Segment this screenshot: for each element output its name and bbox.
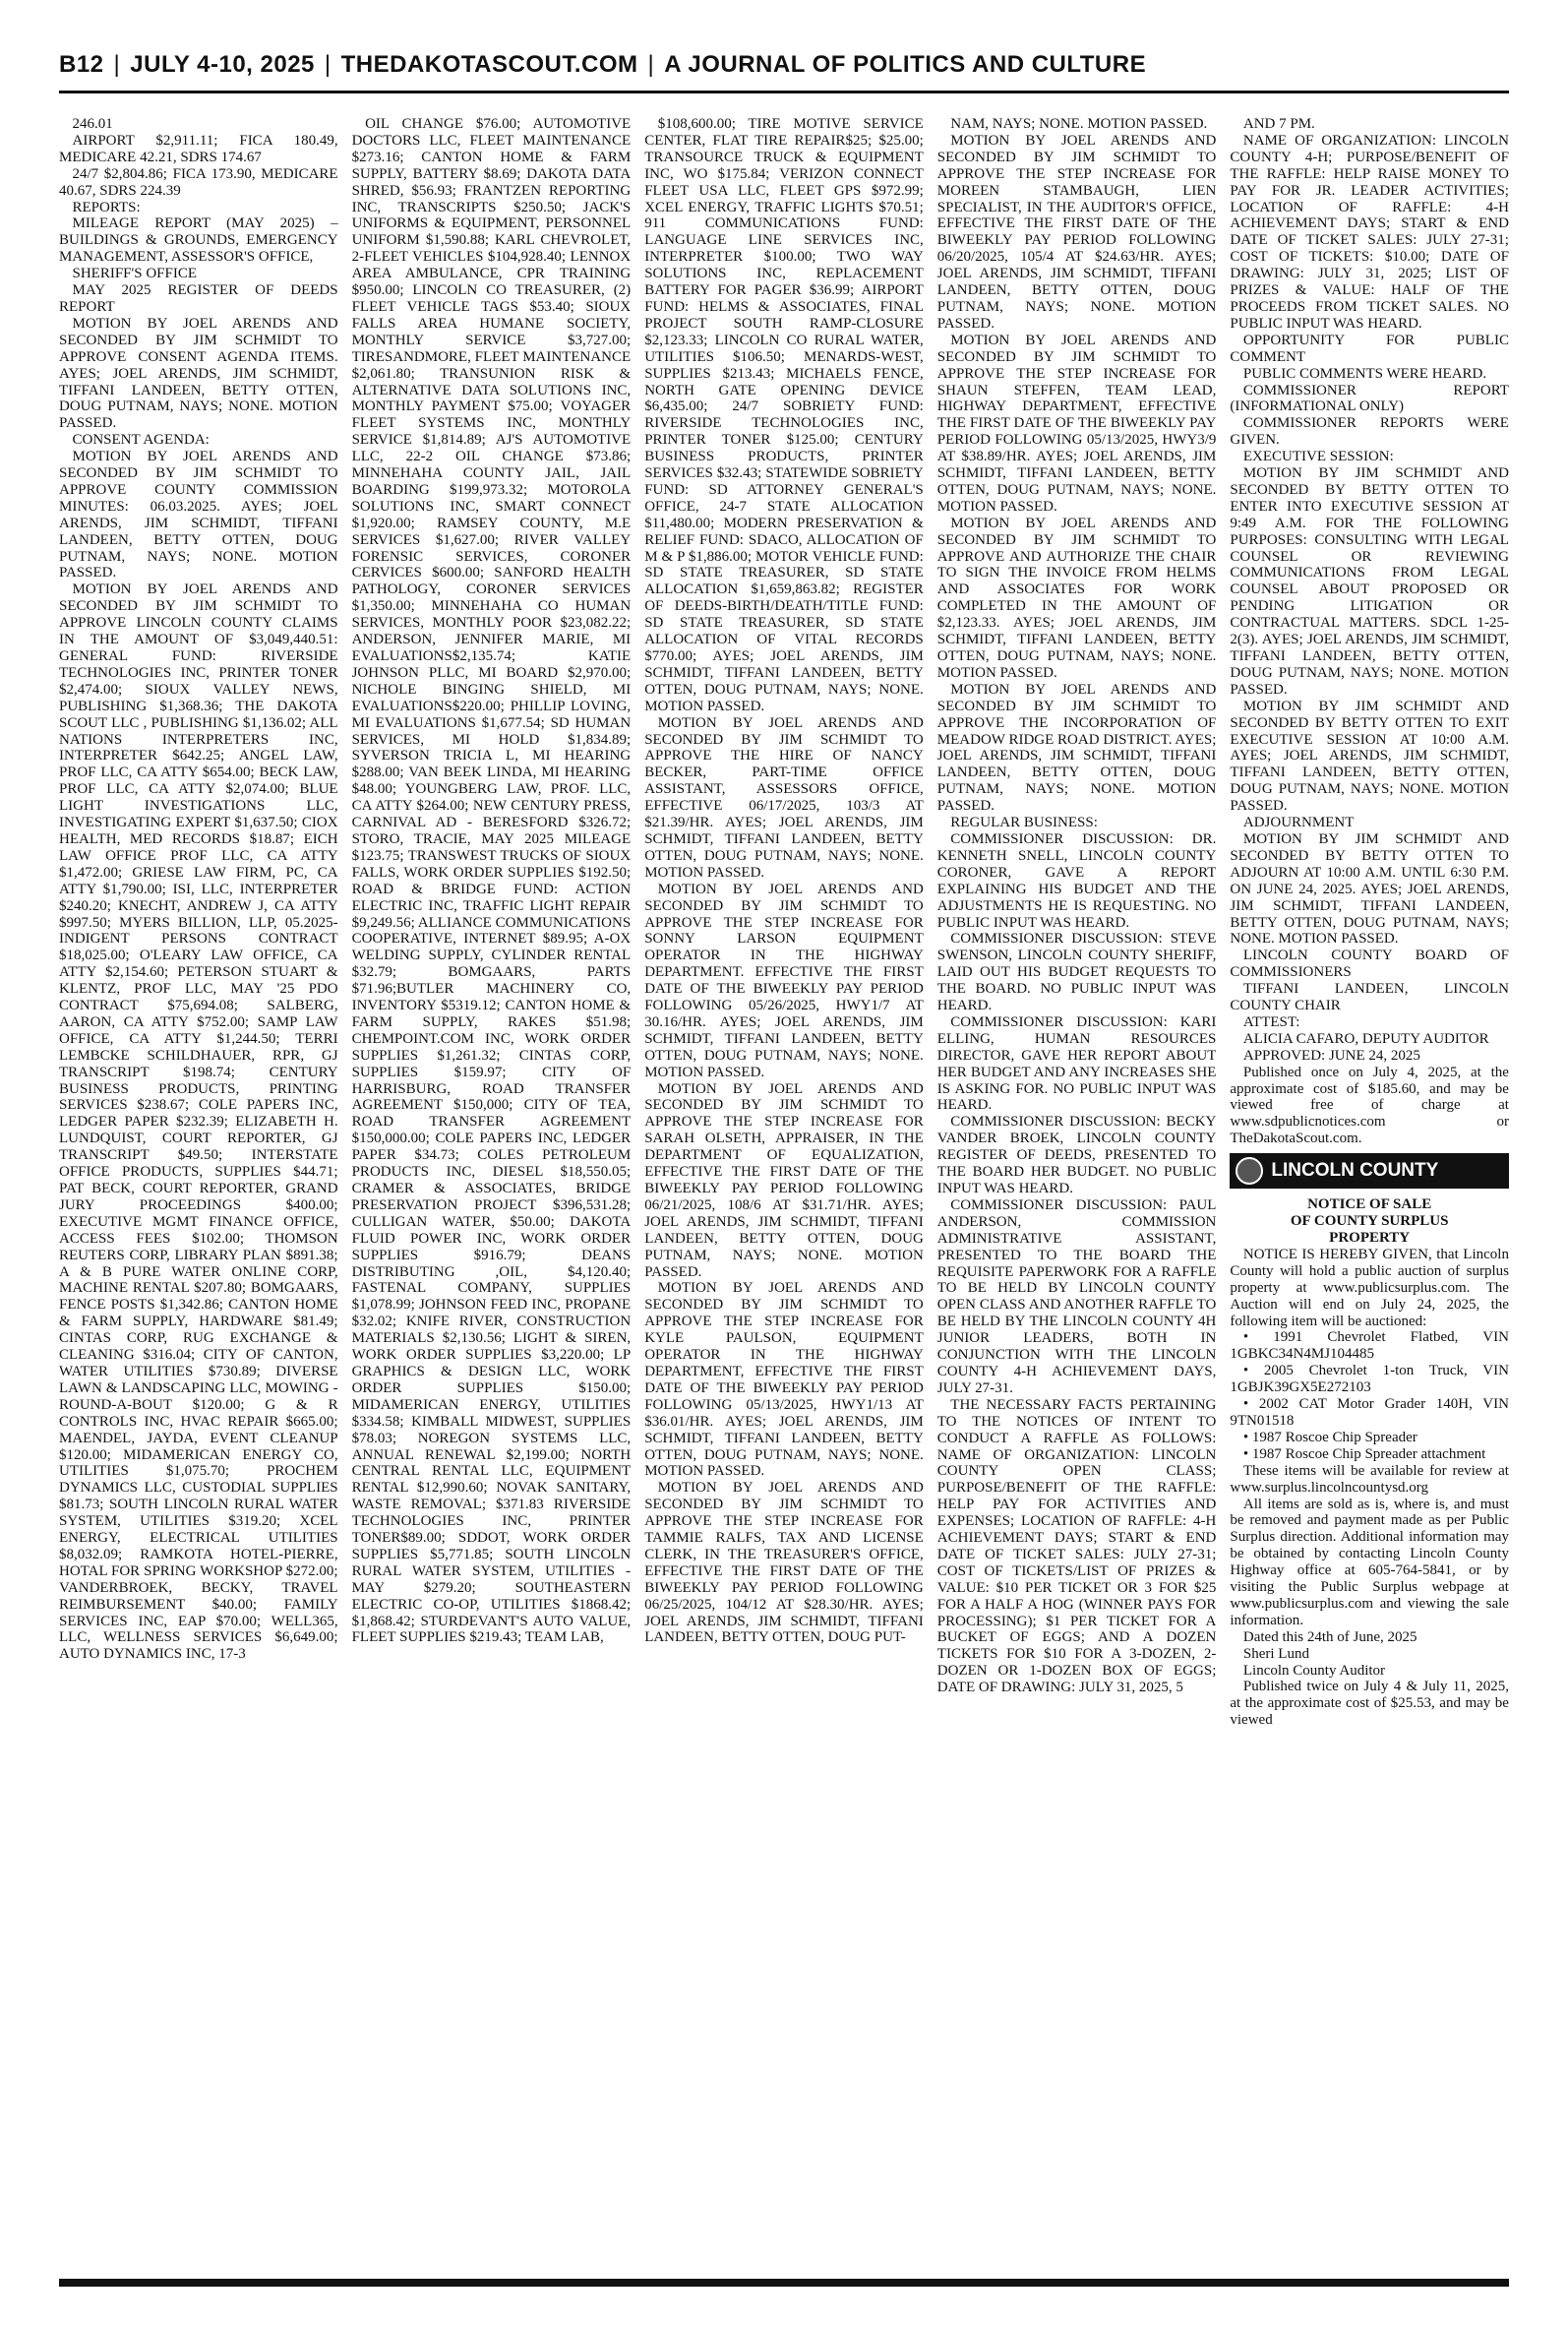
notice-paragraph: COMMISSIONER REPORTS WERE GIVEN. bbox=[1230, 415, 1509, 449]
notice-paragraph: MAY 2025 REGISTER OF DEEDS REPORT bbox=[59, 282, 338, 315]
notice-paragraph: OIL CHANGE $76.00; AUTOMOTIVE DOCTORS LLC, FLEET MAINTENANCE $273.16; CANTON HOME & FARM SUPPLY, BATTERY $8.69; DAKOTA DATA SHRED, $56.93; FRANTZEN REPORTING INC, TRANSCRIPTS $250.50; JACK'S UNIFORMS & EQUIPMENT, PERSONNEL UNIFORM $1,590.88; KARL CHEVROLET, 2-FLEET VEHICLES $104,928.40; LENNOX AREA AMBULANCE, CPR TRAINING $950.00; LINCOLN CO TREASURER, (2) FLEET VEHICLE TAGS $53.40; SIOUX FALLS AREA HUMANE SOCIETY, MONTHLY SERVICE $3,727.00; TIRESANDMORE, FLEET MAINTENANCE $2,061.80; TRANSUNION RISK & ALTERNATIVE DATA SOLUTIONS INC, MONTHLY PAYMENT $75.00; VOYAGER FLEET SYSTEMS INC, MONTHLY SERVICE $1,814.89; AJ'S AUTOMOTIVE LLC, 22-2 OIL CHANGE $73.86; MINNEHAHA COUNTY JAIL, JAIL BOARDING $199,973.32; MOTOROLA SOLUTIONS INC, SMART CONNECT $1,920.00; RAMSEY COUNTY, M.E SERVICES $1,627.00; RIVER VALLEY FORENSIC SERVICES, CORONER CERVICES $600.00; SANFORD HEALTH PATHOLOGY, CORONER SERVICES $1,350.00; MINNEHAHA CO HUMAN SERVICES, MONTHLY POOR $23,082.22; ANDERSON, JENNIFER MARIE, MI EVALUATIONS$2,135.74; KATIE JOHNSON PLLC, MI BOARD $2,970.00; NICHOLE BINGING SHIELD, MI EVALUATIONS$220.00; PHILLIP LOVING, MI EVALUATIONS $1,677.54; SD HUMAN SERVICES, MI HOLD $1,834.89; SYVERSON TRICIA L, MI HEARING $288.00; VAN BEEK LINDA, MI HEARING $48.00; YOUNGBERG LAW, PROF. LLC, CA ATTY $264.00; NEW CENTURY PRESS, CARNIVAL AD - BERESFORD $326.72; STORO, TRACIE, MAY 2025 MILEAGE $123.75; TRANSWEST TRUCKS OF SIOUX FALLS, WORK ORDER SUPPLIES $192.50; ROAD & BRIDGE FUND: ACTION ELECTRIC INC, TRAFFIC LIGHT REPAIR $9,249.56; ALLIANCE COMMUNICATIONS COOPERATIVE, INTERNET $89.95; A-OX WELDING SUPPLY, CYLINDER RENTAL $32.79; BOMGAARS, PARTS $71.96;BUTLER MACHINERY CO, INVENTORY $5319.12; CANTON HOME & FARM SUPPLY, RAKES $51.98; CHEMPOINT.COM INC, WORK ORDER SUPPLIES $1,261.32; CINTAS CORP, SUPPLIES $159.97; CITY OF HARRISBURG, ROAD TRANSFER AGREEMENT $150,000; CITY OF TEA, ROAD TRANSFER AGREEMENT $150,000.00; COLE PAPERS INC, LEDGER PAPER $34.73; COLES PETROLEUM PRODUCTS INC, DIESEL $18,550.05; CRAMER & ASSOCIATES, BRIDGE PRESERVATION PROJECT $396,531.28; CULLIGAN WATER, $50.00; DAKOTA FLUID POWER INC, WORK ORDER SUPPLIES $916.79; DEANS DISTRIBUTING ,OIL, $4,120.40; FASTENAL COMPANY, SUPPLIES $1,078.99; JOHNSON FEED INC, PROPANE $32.02; KNIFE RIVER, CONSTRUCTION MATERIALS $2,130.56; LIGHT & SIREN, WORK ORDER SUPPLIES $3,220.00; LP GRAPHICS & DESIGN LLC, WORK ORDER SUPPLIES $150.00; MIDAMERICAN ENERGY, UTILITIES $334.58; KIMBALL MIDWEST, SUPPLIES $78.03; NOREGON SYSTEMS LLC, ANNUAL RENEWAL $2,199.00; NORTH CENTRAL RENTAL LLC, EQUIPMENT RENTAL $12,990.60; NOVAK SANITARY, WASTE REMOVAL; $371.83 RIVERSIDE TECHNOLOGIES INC, PRINTER TONER$89.00; SDDOT, WORK ORDER SUPPLIES $5,771.85; SOUTH LINCOLN RURAL WATER SYSTEM, UTILITIES - MAY $279.20; SOUTHEASTERN ELECTRIC CO-OP, UTILITIES $1868.42; $1,868.42; STURDEVANT'S AUTO VALUE, FLEET SUPPLIES $219.43; TEAM LAB, bbox=[351, 116, 632, 1646]
notice-paragraph: MOTION BY JOEL ARENDS AND SECONDED BY JIM SCHMIDT TO APPROVE LINCOLN COUNTY CLAIMS IN THE AMOUNT OF $3,049,440.51: GENERAL FUND: RIVERSIDE TECHNOLOGIES INC, PRINTER TONER $2,474.00; SIOUX VALLEY NEWS, PUBLISHING $1,368.36; THE DAKOTA SCOUT LLC , PUBLISHING $1,136.02; ALL NATIONS INTERPRETERS INC, INTERPRETER $642.25; ANGEL LAW, PROF LLC, CA ATTY $654.00; BECK LAW, PROF LLC, CA ATTY $2,074.00; BLUE LIGHT INVESTIGATIONS LLC, INVESTIGATING EXPERT $1,637.50; CIOX HEALTH, MED RECORDS $18.87; EICH LAW OFFICE PROF LLC, CA ATTY $1,472.00; GRIESE LAW FIRM, PC, CA ATTY $1,790.00; ISI, LLC, INTERPRETER $240.20; KNECHT, ANDREW J, CA ATTY $997.50; MYERS BILLION, LLP, 05.2025-INDIGENT PERSONS CONTRACT $18,025.00; O'LEARY LAW OFFICE, CA ATTY $2,154.60; PETERSON STUART & KLENTZ, PROF LLC, MAY '25 PDO CONTRACT $75,694.08; SALBERG, AARON, CA ATTY $752.00; SAMP LAW OFFICE, CA ATTY $1,244.50; TERRI LEMBCKE SCHILDHAUER, RPR, GJ TRANSCRIPT $198.74; CENTURY BUSINESS PRODUCTS, PRINTING SERVICES $238.67; COLE PAPERS INC, LEDGER PAPER $232.39; ELIZABETH H. LUNDQUIST, COURT REPORTER, GJ TRANSCRIPT $49.50; INTERSTATE OFFICE PRODUCTS, SUPPLIES $44.71; PAT BECK, COURT REPORTER, GRAND JURY PROCEEDINGS $400.00; EXECUTIVE MGMT FINANCE OFFICE, ACCESS FEES $102.00; THOMSON REUTERS CORP, LIBRARY PLAN $891.38; A & B PURE WATER ONLINE CORP, MACHINE RENTAL $207.80; BOMGAARS, FENCE POSTS $1,342.86; CANTON HOME & FARM SUPPLY, HARDWARE $81.49; CINTAS CORP, RUG EXCHANGE & CLEANING $316.04; CITY OF CANTON, WATER UTILITIES $730.89; DIVERSE LAWN & LANDSCAPING LLC, MOWING - ROUND-A-BOUT $120.00; G & R CONTROLS INC, HVAC REPAIR $665.00; MAENDEL, JAYDA, EVENT CLEANUP $120.00; MIDAMERICAN ENERGY CO, UTILITIES $1,075.70; PROCHEM DYNAMICS LLC, CUSTODIAL SUPPLIES $81.73; SOUTH LINCOLN RURAL WATER SYSTEM, UTILITIES $319.20; XCEL ENERGY, ELECTRICAL UTILITIES $8,032.09; RAMKOTA HOTEL-PIERRE, HOTAL FOR SPRING WORKSHOP $272.00; VANDERBROEK, BECKY, TRAVEL REIMBURSEMENT $40.00; FAMILY SERVICES INC, EAP $70.00; WELL365, LLC, WELLNESS SERVICES $6,649.00; AUTO DYNAMICS INC, 17-3 bbox=[59, 581, 338, 1663]
notice-paragraph: COMMISSIONER DISCUSSION: STEVE SWENSON, LINCOLN COUNTY SHERIFF, LAID OUT HIS BUDGET REQUESTS TO THE BOARD. NO PUBLIC INPUT WAS HEARD. bbox=[936, 931, 1217, 1014]
sale-notice-paragraph: Dated this 24th of June, 2025 bbox=[1242, 1628, 1417, 1645]
legal-notices-columns bbox=[59, 116, 1509, 2277]
masthead-separator: | bbox=[647, 51, 655, 78]
column-5-body bbox=[1230, 116, 1509, 1147]
notice-paragraph: SHERIFF'S OFFICE bbox=[72, 266, 197, 282]
notice-body bbox=[1230, 1247, 1509, 1729]
notice-paragraph: MOTION BY JIM SCHMIDT AND SECONDED BY BETTY OTTEN TO EXIT EXECUTIVE SESSION AT 10:00 A.M. AYES; JOEL ARENDS, JIM SCHMIDT, TIFFANI LANDEEN, BETTY OTTEN, DOUG PUTNAM, NAYS; NONE. MOTION PASSED. bbox=[1230, 698, 1509, 815]
section-header-lincoln-county bbox=[1230, 1153, 1509, 1189]
column-4 bbox=[937, 116, 1217, 2277]
notice-paragraph: MOTION BY JOEL ARENDS AND SECONDED BY JIM SCHMIDT TO APPROVE THE STEP INCREASE FOR SARAH OLSETH, APPRAISER, IN THE DEPARTMENT OF EQUALIZATION, EFFECTIVE THE FIRST DATE OF THE BIWEEKLY PAY PERIOD FOLLOWING 06/21/2025, 108/6 AT $31.71/HR. AYES; JOEL ARENDS, JIM SCHMIDT, TIFFANI LANDEEN, BETTY OTTEN, DOUG PUTNAM, NAYS; NONE. MOTION PASSED. bbox=[644, 1080, 924, 1280]
notice-paragraph: NAME OF ORGANIZATION: LINCOLN COUNTY 4-H; PURPOSE/BENEFIT OF THE RAFFLE: HELP RAISE MONEY TO PAY FOR JR. LEADER ACTIVITIES; LOCATION OF RAFFLE: 4-H ACHIEVEMENT DAYS; START & END DATE OF TICKET SALES: JULY 27-31; COST OF TICKETS: $10.00; DATE OF DRAWING: JULY 31, 2025; LIST OF PRIZES & VALUE: HALF OF THE PROCEEDS FROM TICKET SALES. NO PUBLIC INPUT WAS HEARD. bbox=[1230, 132, 1509, 332]
notice-title: OF COUNTY SURPLUS bbox=[1290, 1213, 1449, 1230]
notice-paragraph: Published once on July 4, 2025, at the approximate cost of $185.60, and may be viewed free of charge at www.sdpublicnotices.com or TheDakotaScout.com. bbox=[1230, 1064, 1509, 1147]
section-title: LINCOLN COUNTY bbox=[1271, 1159, 1439, 1181]
notice-paragraph: NAM, NAYS; NONE. MOTION PASSED. bbox=[950, 116, 1208, 132]
notice-paragraph: REGULAR BUSINESS: bbox=[950, 815, 1098, 831]
column-2 bbox=[352, 116, 632, 2277]
notice-paragraph: CONSENT AGENDA: bbox=[72, 432, 210, 449]
sale-notice-paragraph: • 2005 Chevrolet 1-ton Truck, VIN 1GBJK39GX5E272103 bbox=[1230, 1363, 1509, 1396]
notice-title: NOTICE OF SALE bbox=[1307, 1196, 1432, 1213]
notice-paragraph: COMMISSIONER REPORT (INFORMATIONAL ONLY) bbox=[1230, 382, 1509, 415]
notice-paragraph: EXECUTIVE SESSION: bbox=[1242, 449, 1394, 465]
notice-paragraph: MOTION BY JOEL ARENDS AND SECONDED BY JIM SCHMIDT TO APPROVE CONSENT AGENDA ITEMS. AYES; JOEL ARENDS, JIM SCHMIDT, TIFFANI LANDEEN, BETTY OTTEN, DOUG PUTNAM, NAYS; NONE. MOTION PASSED. bbox=[59, 315, 338, 432]
notice-paragraph: TIFFANI LANDEEN, LINCOLN COUNTY CHAIR bbox=[1230, 981, 1509, 1014]
sale-notice-paragraph: • 1991 Chevrolet Flatbed, VIN 1GBKC34N4MJ104485 bbox=[1230, 1329, 1509, 1363]
notice-paragraph: ALICIA CAFARO, DEPUTY AUDITOR bbox=[1242, 1030, 1489, 1047]
notice-paragraph: MOTION BY JOEL ARENDS AND SECONDED BY JIM SCHMIDT TO APPROVE AND AUTHORIZE THE CHAIR TO SIGN THE INVOICE FROM HELMS AND ASSOCIATES FOR WORK COMPLETED IN THE AMOUNT OF $2,123.33. AYES; JOEL ARENDS, JIM SCHMIDT, TIFFANI LANDEEN, BETTY OTTEN, DOUG PUTNAM, NAYS; NONE. MOTION PASSED. bbox=[936, 515, 1217, 681]
journal-tagline: A JOURNAL OF POLITICS AND CULTURE bbox=[664, 51, 1147, 78]
notice-paragraph: COMMISSIONER DISCUSSION: BECKY VANDER BROEK, LINCOLN COUNTY REGISTER OF DEEDS, PRESENTED TO THE BOARD HER BUDGET. NO PUBLIC INPUT WAS HEARD. bbox=[936, 1114, 1217, 1196]
masthead-separator: | bbox=[324, 51, 332, 78]
notice-paragraph: MOTION BY JIM SCHMIDT AND SECONDED BY BETTY OTTEN TO ENTER INTO EXECUTIVE SESSION AT 9:49 A.M. FOR THE FOLLOWING PURPOSES: CONSULTING WITH LEGAL COUNSEL OR REVIEWING COMMUNICATIONS FROM LEGAL COUNSEL ABOUT PROPOSED OR PENDING LITIGATION OR CONTRACTUAL MATTERS. SDCL 1-25-2(3). AYES; JOEL ARENDS, JIM SCHMIDT, TIFFANI LANDEEN, BETTY OTTEN, DOUG PUTNAM, NAYS; NONE. MOTION PASSED. bbox=[1230, 465, 1509, 698]
notice-paragraph: COMMISSIONER DISCUSSION: DR. KENNETH SNELL, LINCOLN COUNTY CORONER, GAVE A REPORT EXPLAINING HIS BUDGET AND THE ADJUSTMENTS HE IS REQUESTING. NO PUBLIC INPUT WAS HEARD. bbox=[936, 830, 1217, 931]
notice-paragraph: OPPORTUNITY FOR PUBLIC COMMENT bbox=[1230, 332, 1509, 365]
notice-paragraph: COMMISSIONER DISCUSSION: PAUL ANDERSON, COMMISSION ADMINISTRATIVE ASSISTANT, PRESENTED TO THE BOARD THE REQUISITE PAPERWORK FOR A RAFFLE TO BE HELD BY LINCOLN COUNTY OPEN CLASS AND ANOTHER RAFFLE TO BE HELD BY THE LINCOLN COUNTY 4H JUNIOR LEADERS, BOTH IN CONJUNCTION WITH THE LINCOLN COUNTY 4-H ACHIEVEMENT DAYS, JULY 27-31. bbox=[936, 1196, 1217, 1396]
sale-notice-paragraph: • 1987 Roscoe Chip Spreader bbox=[1242, 1429, 1417, 1445]
notice-paragraph: MOTION BY JOEL ARENDS AND SECONDED BY JIM SCHMIDT TO APPROVE THE STEP INCREASE FOR TAMMIE RALFS, TAX AND LICENSE CLERK, IN THE TREASURER'S OFFICE, EFFECTIVE THE FIRST DATE OF THE BIWEEKLY PAY PERIOD FOLLOWING 06/25/2025, 104/12 AT $28.30/HR. AYES; JOEL ARENDS, JIM SCHMIDT, TIFFANI LANDEEN, BETTY OTTEN, DOUG PUT- bbox=[644, 1480, 924, 1646]
notice-paragraph: REPORTS: bbox=[72, 199, 141, 215]
notice-paragraph: MOTION BY JOEL ARENDS AND SECONDED BY JIM SCHMIDT TO APPROVE COUNTY COMMISSION MINUTES: 06.03.2025. AYES; JOEL ARENDS, JIM SCHMIDT, TIFFANI LANDEEN, BETTY OTTEN, DOUG PUTNAM, NAYS; NONE. MOTION PASSED. bbox=[59, 449, 338, 581]
notice-paragraph: MOTION BY JOEL ARENDS AND SECONDED BY JIM SCHMIDT TO APPROVE THE STEP INCREASE FOR SHAUN STEFFEN, TEAM LEAD, HIGHWAY DEPARTMENT, EFFECTIVE THE FIRST DATE OF THE BIWEEKLY PAY PERIOD FOLLOWING 05/13/2025, HWY3/9 AT $38.89/HR. AYES; JOEL ARENDS, JIM SCHMIDT, TIFFANI LANDEEN, BETTY OTTEN, DOUG PUTNAM, NAYS; NONE. MOTION PASSED. bbox=[936, 332, 1217, 515]
masthead-separator: | bbox=[113, 51, 121, 78]
sale-notice-paragraph: These items will be available for review at www.surplus.lincolncountysd.org bbox=[1230, 1462, 1509, 1496]
sale-notice-paragraph: Published twice on July 4 & July 11, 2025, at the approximate cost of $25.53, and may be viewed bbox=[1230, 1679, 1509, 1729]
county-seal-icon bbox=[1236, 1157, 1263, 1185]
notice-paragraph: MOTION BY JOEL ARENDS AND SECONDED BY JIM SCHMIDT TO APPROVE THE STEP INCREASE FOR SONNY LARSON EQUIPMENT OPERATOR IN THE HIGHWAY DEPARTMENT. EFFECTIVE THE FIRST DATE OF THE BIWEEKLY PAY PERIOD FOLLOWING 05/26/2025, HWY1/7 AT 30.16/HR. AYES; JOEL ARENDS, JIM SCHMIDT, TIFFANI LANDEEN, BETTY OTTEN, DOUG PUTNAM, NAYS; NONE. MOTION PASSED. bbox=[644, 881, 924, 1080]
notice-paragraph: AND 7 PM. bbox=[1242, 116, 1315, 132]
notice-paragraph: MOTION BY JIM SCHMIDT AND SECONDED BY BETTY OTTEN TO ADJOURN AT 10:00 A.M. UNTIL 6:30 P.M. ON JUNE 24, 2025. AYES; JOEL ARENDS, JIM SCHMIDT, TIFFANI LANDEEN, BETTY OTTEN, DOUG PUTNAM, NAYS; NONE. MOTION PASSED. bbox=[1230, 830, 1509, 948]
notice-paragraph: $108,600.00; TIRE MOTIVE SERVICE CENTER, FLAT TIRE REPAIR$25; $25.00; TRANSOURCE TRUCK & EQUIPMENT INC, WO $175.84; VERIZON CONNECT FLEET USA LLC, FLEET GPS $972.99; XCEL ENERGY, TRAFFIC LIGHTS $70.51; 911 COMMUNICATIONS FUND: LANGUAGE LINE SERVICES INC, INTERPRETER $100.00; TWO WAY SOLUTIONS INC, REPLACEMENT BATTERY FOR PAGER $36.99; AIRPORT FUND: HELMS & ASSOCIATES, FINAL PROJECT SOUTH RAMP-CLOSURE $2,123.33; LINCOLN CO RURAL WATER, UTILITIES $106.50; MENARDS-WEST, SUPPLIES $213.43; MICHAELS FENCE, NORTH GATE OPENING DEVICE $6,435.00; 24/7 SOBRIETY FUND: RIVERSIDE TECHNOLOGIES INC, PRINTER TONER $125.00; CENTURY BUSINESS PRODUCTS, PRINTER SERVICES $32.43; STATEWIDE SOBRIETY FUND: SD ATTORNEY GENERAL'S OFFICE, 24-7 STATE ALLOCATION $11,480.00; MODERN PRESERVATION & RELIEF FUND: SDACO, ALLOCATION OF M & P $1,886.00; MOTOR VEHICLE FUND: SD STATE TREASURER, SD STATE ALLOCATION $1,659,863.82; REGISTER OF DEEDS-BIRTH/DEATH/TITLE FUND: SD STATE TREASURER, SD STATE ALLOCATION OF VITAL RECORDS $770.00; AYES; JOEL ARENDS, JIM SCHMIDT, TIFFANI LANDEEN, BETTY OTTEN, DOUG PUTNAM, NAYS; NONE. MOTION PASSED. bbox=[644, 116, 924, 714]
column-3 bbox=[644, 116, 924, 2277]
notice-paragraph: MOTION BY JOEL ARENDS AND SECONDED BY JIM SCHMIDT TO APPROVE THE INCORPORATION OF MEADOW RIDGE ROAD DISTRICT. AYES; JOEL ARENDS, JIM SCHMIDT, TIFFANI LANDEEN, BETTY OTTEN, DOUG PUTNAM, NAYS; NONE. MOTION PASSED. bbox=[936, 681, 1217, 815]
column-1 bbox=[59, 116, 338, 2277]
notice-paragraph: MOTION BY JOEL ARENDS AND SECONDED BY JIM SCHMIDT TO APPROVE THE STEP INCREASE FOR MOREEN STAMBAUGH, LIEN SPECIALIST, IN THE AUDITOR'S OFFICE, EFFECTIVE THE FIRST DATE OF THE BIWEEKLY PAY PERIOD FOLLOWING 06/20/2025, 105/4 AT $24.63/HR. AYES; JOEL ARENDS, JIM SCHMIDT, TIFFANI LANDEEN, BETTY OTTEN, DOUG PUTNAM, NAYS; NONE. MOTION PASSED. bbox=[936, 132, 1217, 332]
notice-paragraph: LINCOLN COUNTY BOARD OF COMMISSIONERS bbox=[1230, 948, 1509, 981]
sale-notice-paragraph: All items are sold as is, where is, and must be removed and payment made as per Public Surplus direction. Additional information may be obtained by contacting Lincoln County Highway office at 605-764-5841, or by visiting the Public Surplus webpage at www.publicsurplus.com and viewing the sale information. bbox=[1230, 1496, 1509, 1628]
notice-paragraph: THE NECESSARY FACTS PERTAINING TO THE NOTICES OF INTENT TO CONDUCT A RAFFLE AS FOLLOWS: NAME OF ORGANIZATION: LINCOLN COUNTY OPEN CLASS; PURPOSE/BENEFIT OF THE RAFFLE: HELP PAY FOR ACTIVITIES AND EXPENSES; LOCATION OF RAFFLE: 4-H ACHIEVEMENT DAYS; START & END DATE OF TICKET SALES: JULY 27-31; COST OF TICKETS/LIST OF PRIZES & VALUE: $10 PER TICKET OR 3 FOR $25 FOR A HALF A HOG (WINNER PAYS FOR PROCESSING); $1 PER TICKET FOR A BUCKET OF EGGS; AND A DOZEN TICKETS FOR $10 FOR A 3-DOZEN, 2-DOZEN OR 1-DOZEN BOX OF EGGS; DATE OF DRAWING: JULY 31, 2025, 5 bbox=[936, 1396, 1217, 1696]
sale-notice-paragraph: Sheri Lund bbox=[1242, 1645, 1309, 1662]
issue-date: JULY 4-10, 2025 bbox=[130, 51, 315, 78]
column-5 bbox=[1230, 116, 1509, 2277]
notice-paragraph: ADJOURNMENT bbox=[1242, 815, 1355, 831]
sale-notice-paragraph: • 2002 CAT Motor Grader 140H, VIN 9TN01518 bbox=[1230, 1396, 1509, 1429]
sale-notice-paragraph: NOTICE IS HEREBY GIVEN, that Lincoln County will hold a public auction of surplus property at www.publicsurplus.com. The Auction will end on July 24, 2025, the following item will be auctioned: bbox=[1230, 1246, 1509, 1329]
sale-notice-paragraph: • 1987 Roscoe Chip Spreader attachment bbox=[1242, 1445, 1486, 1462]
notice-paragraph: MOTION BY JOEL ARENDS AND SECONDED BY JIM SCHMIDT TO APPROVE THE STEP INCREASE FOR KYLE PAULSON, EQUIPMENT OPERATOR IN THE HIGHWAY DEPARTMENT, EFFECTIVE THE FIRST DATE OF THE BIWEEKLY PAY PERIOD FOLLOWING 05/13/2025, HWY1/13 AT $36.01/HR. AYES; JOEL ARENDS, JIM SCHMIDT, TIFFANI LANDEEN, BETTY OTTEN, DOUG PUTNAM, NAYS; NONE. MOTION PASSED. bbox=[644, 1280, 924, 1480]
site-name: THEDAKOTASCOUT.COM bbox=[340, 51, 638, 78]
notice-paragraph: ATTEST: bbox=[1242, 1013, 1300, 1030]
notice-paragraph: COMMISSIONER DISCUSSION: KARI ELLING, HUMAN RESOURCES DIRECTOR, GAVE HER REPORT ABOUT HER BUDGET AND ANY INCREASES SHE IS ASKING FOR. NO PUBLIC INPUT WAS HEARD. bbox=[936, 1013, 1217, 1114]
masthead bbox=[59, 45, 1509, 85]
notice-paragraph: APPROVED: JUNE 24, 2025 bbox=[1242, 1047, 1420, 1064]
notice-paragraph: MILEAGE REPORT (MAY 2025) – BUILDINGS & GROUNDS, EMERGENCY MANAGEMENT, ASSESSOR'S OFFICE, bbox=[59, 215, 338, 266]
sale-notice-paragraph: Lincoln County Auditor bbox=[1242, 1662, 1386, 1679]
bottom-rule bbox=[59, 2279, 1509, 2287]
notice-paragraph: PUBLIC COMMENTS WERE HEARD. bbox=[1242, 365, 1487, 382]
notice-title: PROPERTY bbox=[1329, 1230, 1411, 1246]
notice-paragraph: 24/7 $2,804.86; FICA 173.90, MEDICARE 40.67, SDRS 224.39 bbox=[59, 165, 338, 199]
notice-paragraph: AIRPORT $2,911.11; FICA 180.49, MEDICARE 42.21, SDRS 174.67 bbox=[59, 132, 338, 165]
notice-paragraph: 246.01 bbox=[72, 116, 113, 132]
masthead-rule bbox=[59, 91, 1509, 93]
page-number: B12 bbox=[59, 51, 104, 78]
notice-paragraph: MOTION BY JOEL ARENDS AND SECONDED BY JIM SCHMIDT TO APPROVE THE HIRE OF NANCY BECKER, PART-TIME OFFICE ASSISTANT, ASSESSORS OFFICE, EFFECTIVE 06/17/2025, 103/3 AT $21.39/HR. AYES; JOEL ARENDS, JIM SCHMIDT, TIFFANI LANDEEN, BETTY OTTEN, DOUG PUTNAM, NAYS; NONE. MOTION PASSED. bbox=[644, 714, 924, 881]
